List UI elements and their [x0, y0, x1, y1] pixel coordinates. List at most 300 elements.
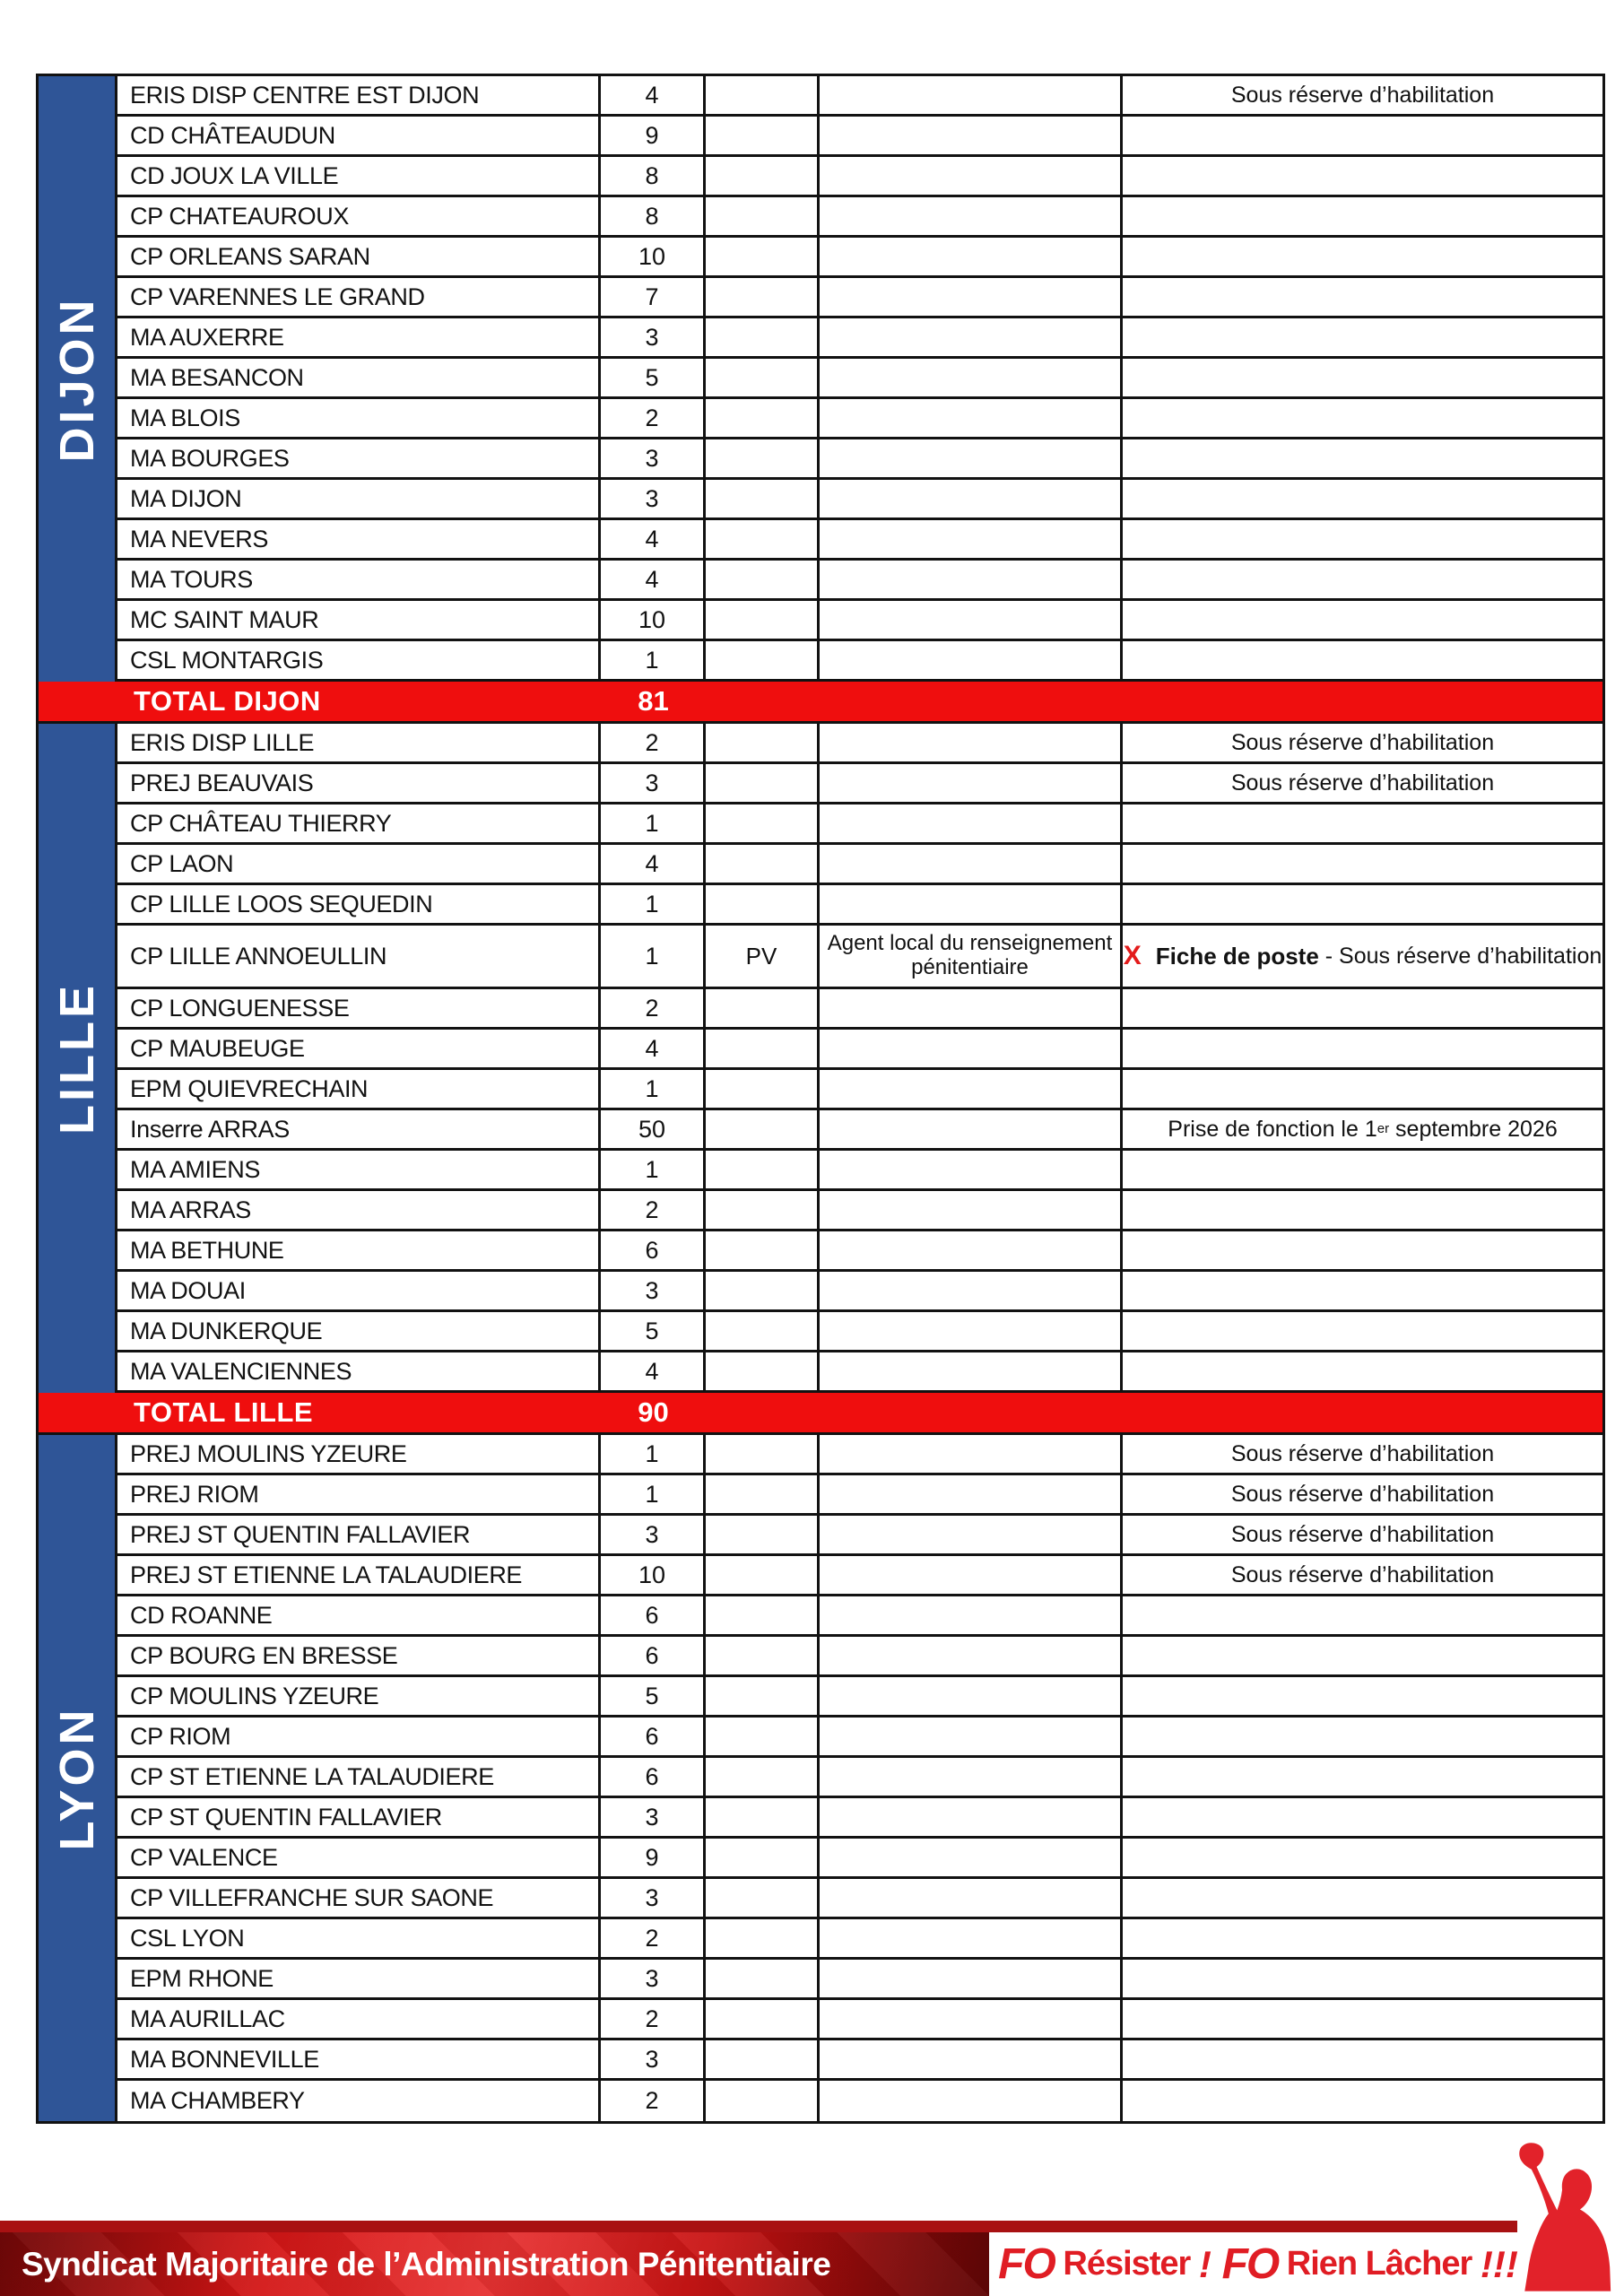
- note-fragment: Sous réserve d’habilitation: [1230, 82, 1495, 108]
- pv-cell: [706, 2000, 820, 2038]
- pv-cell: [706, 1191, 820, 1229]
- facility-name-cell: CP ST ETIENNE LA TALAUDIERE: [117, 1758, 601, 1796]
- agent-cell: [820, 1960, 1123, 1997]
- table-row: [117, 989, 1602, 1030]
- region-rows: [117, 1435, 1602, 2121]
- agent-cell: [820, 399, 1123, 437]
- note-cell: [1123, 2000, 1602, 2038]
- agent-cell: [820, 1352, 1123, 1390]
- agent-cell: [820, 318, 1123, 356]
- facility-name-cell: MA ARRAS: [117, 1191, 601, 1229]
- count-cell: 3: [601, 1960, 706, 1997]
- agent-cell: [820, 601, 1123, 639]
- facility-name-cell: CP LONGUENESSE: [117, 989, 601, 1027]
- count-cell: 6: [601, 1718, 706, 1755]
- count-cell: 2: [601, 2000, 706, 2038]
- fo-slogan: [989, 2232, 1527, 2296]
- pv-cell: [706, 1637, 820, 1674]
- agent-cell: [820, 520, 1123, 558]
- facility-name-cell: CSL MONTARGIS: [117, 641, 601, 679]
- syndicat-banner: [0, 2232, 989, 2296]
- facility-name-cell: MC SAINT MAUR: [117, 601, 601, 639]
- count-cell: 4: [601, 76, 706, 114]
- pv-cell: [706, 561, 820, 598]
- table-row: [117, 1960, 1602, 2000]
- note-cell: [1123, 1151, 1602, 1188]
- table-row: [117, 1191, 1602, 1231]
- table-row: [117, 1637, 1602, 1677]
- facility-name-cell: ERIS DISP CENTRE EST DIJON: [117, 76, 601, 114]
- note-cell: [1123, 1516, 1602, 1553]
- facility-name-cell: PREJ MOULINS YZEURE: [117, 1435, 601, 1473]
- fo-slogan-fragment: Résister: [1054, 2245, 1199, 2283]
- pv-cell: [706, 238, 820, 275]
- note-cell: [1123, 2040, 1602, 2078]
- region-section-lyon: [39, 1435, 1602, 2121]
- agent-cell: [820, 76, 1123, 114]
- count-cell: 4: [601, 845, 706, 883]
- facility-name-cell: MA DIJON: [117, 480, 601, 517]
- count-cell: 2: [601, 399, 706, 437]
- table-row: [117, 1596, 1602, 1637]
- note-cell: [1123, 278, 1602, 316]
- table-row: [117, 520, 1602, 561]
- footer-banner: [0, 2221, 1624, 2296]
- region-section-lille: [39, 724, 1602, 1393]
- agent-cell: [820, 561, 1123, 598]
- agent-cell: [820, 1030, 1123, 1067]
- pv-cell: [706, 359, 820, 396]
- pv-cell: [706, 1435, 820, 1473]
- note-cell: [1123, 641, 1602, 679]
- count-cell: 6: [601, 1637, 706, 1674]
- facility-name-cell: CP CHATEAUROUX: [117, 197, 601, 235]
- facility-name-cell: CP ST QUENTIN FALLAVIER: [117, 1798, 601, 1836]
- region-label: LYON: [49, 1705, 104, 1851]
- note-fragment: Prise de fonction le 1: [1168, 1116, 1377, 1142]
- fo-slogan-fragment: FO: [1221, 2240, 1279, 2288]
- table-row: [117, 2040, 1602, 2081]
- pv-cell: [706, 439, 820, 477]
- count-cell: 8: [601, 157, 706, 195]
- count-cell: 2: [601, 1191, 706, 1229]
- note-cell: [1123, 359, 1602, 396]
- pv-cell: [706, 117, 820, 154]
- table-row: [117, 1110, 1602, 1151]
- pv-cell: [706, 1677, 820, 1715]
- agent-cell: [820, 1677, 1123, 1715]
- facility-name-cell: MA BOURGES: [117, 439, 601, 477]
- table-row: [117, 117, 1602, 157]
- note-cell: [1123, 1839, 1602, 1876]
- agent-cell: [820, 2000, 1123, 2038]
- facility-name-cell: MA VALENCIENNES: [117, 1352, 601, 1390]
- table-row: [117, 1879, 1602, 1919]
- facility-name-cell: MA DOUAI: [117, 1272, 601, 1309]
- count-cell: 4: [601, 1030, 706, 1067]
- table-row: [117, 1798, 1602, 1839]
- agent-cell: [820, 764, 1123, 802]
- agent-cell: Agent local du renseignement pénitentiaire: [820, 926, 1123, 987]
- table-row: [117, 1839, 1602, 1879]
- pv-cell: [706, 318, 820, 356]
- note-cell: [1123, 561, 1602, 598]
- note-cell: [1123, 1272, 1602, 1309]
- facility-name-cell: CP ORLEANS SARAN: [117, 238, 601, 275]
- pv-cell: [706, 1758, 820, 1796]
- agent-cell: [820, 157, 1123, 195]
- count-cell: 5: [601, 359, 706, 396]
- count-cell: 1: [601, 1070, 706, 1108]
- total-label: TOTAL DIJON: [134, 685, 321, 717]
- syndicat-banner-text: Syndicat Majoritaire de l’Administration Pénitentiaire: [22, 2245, 831, 2283]
- note-fragment: Sous réserve d’habilitation: [1230, 1481, 1495, 1507]
- agent-cell: [820, 1596, 1123, 1634]
- facility-name-cell: CP RIOM: [117, 1718, 601, 1755]
- count-cell: 1: [601, 641, 706, 679]
- table-row: [117, 1758, 1602, 1798]
- pv-cell: [706, 1030, 820, 1067]
- pv-cell: [706, 520, 820, 558]
- agent-cell: [820, 1556, 1123, 1594]
- facility-name-cell: MA DUNKERQUE: [117, 1312, 601, 1350]
- count-cell: 3: [601, 480, 706, 517]
- region-label: DIJON: [49, 295, 104, 463]
- fo-slogan-fragment: !!!: [1480, 2242, 1518, 2285]
- pv-cell: [706, 1798, 820, 1836]
- note-cell: [1123, 1231, 1602, 1269]
- pv-cell: [706, 2081, 820, 2121]
- count-cell: 9: [601, 1839, 706, 1876]
- note-cell: [1123, 926, 1602, 987]
- agent-cell: [820, 1475, 1123, 1513]
- facility-name-cell: CP MAUBEUGE: [117, 1030, 601, 1067]
- facility-name-cell: CP CHÂTEAU THIERRY: [117, 804, 601, 842]
- agent-cell: [820, 724, 1123, 761]
- table-row: [117, 764, 1602, 804]
- facility-name-cell: PREJ ST ETIENNE LA TALAUDIERE: [117, 1556, 601, 1594]
- note-cell: [1123, 601, 1602, 639]
- pv-cell: [706, 1231, 820, 1269]
- agent-cell: [820, 641, 1123, 679]
- fo-slogan-fragment: !: [1198, 2242, 1222, 2285]
- table-row: [117, 197, 1602, 238]
- agent-cell: [820, 278, 1123, 316]
- table-row: [117, 238, 1602, 278]
- note-fragment: Sous réserve d’habilitation: [1230, 729, 1495, 755]
- total-label: TOTAL LILLE: [134, 1396, 314, 1428]
- note-cell: [1123, 1798, 1602, 1836]
- total-filler: [706, 682, 1602, 721]
- note-cell: [1123, 197, 1602, 235]
- table-row: [117, 926, 1602, 989]
- facility-name-cell: ERIS DISP LILLE: [117, 724, 601, 761]
- note-cell: [1123, 989, 1602, 1027]
- agent-cell: [820, 1435, 1123, 1473]
- agent-cell: [820, 845, 1123, 883]
- agent-cell: [820, 117, 1123, 154]
- table-row: [117, 2000, 1602, 2040]
- fo-slogan-fragment: Rien Lâcher: [1278, 2245, 1481, 2283]
- pv-cell: [706, 1919, 820, 1957]
- count-cell: 9: [601, 117, 706, 154]
- table-row: [117, 1030, 1602, 1070]
- agent-cell: [820, 1839, 1123, 1876]
- pv-cell: [706, 2040, 820, 2078]
- facility-name-cell: MA BLOIS: [117, 399, 601, 437]
- facility-name-cell: EPM RHONE: [117, 1960, 601, 1997]
- region-rows: [117, 724, 1602, 1393]
- facility-name-cell: MA BONNEVILLE: [117, 2040, 601, 2078]
- agent-cell: [820, 1110, 1123, 1148]
- facility-name-cell: CP VALENCE: [117, 1839, 601, 1876]
- agent-cell: [820, 1191, 1123, 1229]
- note-fragment: - Sous réserve d’habilitation: [1318, 943, 1602, 969]
- facility-name-cell: PREJ BEAUVAIS: [117, 764, 601, 802]
- note-fragment: Fiche de poste: [1155, 942, 1319, 970]
- agent-cell: [820, 1798, 1123, 1836]
- note-cell: [1123, 520, 1602, 558]
- facility-name-cell: CP VARENNES LE GRAND: [117, 278, 601, 316]
- pv-cell: [706, 278, 820, 316]
- agent-cell: [820, 238, 1123, 275]
- note-cell: [1123, 1677, 1602, 1715]
- region-sidebar-cell: [39, 1435, 117, 2121]
- table-row: [117, 318, 1602, 359]
- pv-cell: PV: [706, 926, 820, 987]
- facility-name-cell: CD JOUX LA VILLE: [117, 157, 601, 195]
- note-fragment: Sous réserve d’habilitation: [1230, 1561, 1495, 1587]
- facility-name-cell: CSL LYON: [117, 1919, 601, 1957]
- count-cell: 1: [601, 1435, 706, 1473]
- region-sidebar-cell: [39, 76, 117, 682]
- table-row: [117, 2081, 1602, 2121]
- pv-cell: [706, 724, 820, 761]
- note-cell: [1123, 480, 1602, 517]
- table-row: [117, 76, 1602, 117]
- fo-slogan-fragment: FO: [998, 2240, 1055, 2288]
- raised-fist-silhouette-icon: [1513, 2138, 1613, 2296]
- agent-cell: [820, 2081, 1123, 2121]
- note-cell: [1123, 885, 1602, 923]
- facility-name-cell: CP VILLEFRANCHE SUR SAONE: [117, 1879, 601, 1917]
- facility-name-cell: PREJ RIOM: [117, 1475, 601, 1513]
- facility-name-cell: MA CHAMBERY: [117, 2081, 601, 2121]
- facility-name-cell: CD CHÂTEAUDUN: [117, 117, 601, 154]
- agent-cell: [820, 1312, 1123, 1350]
- table-row: [117, 359, 1602, 399]
- count-cell: 2: [601, 989, 706, 1027]
- count-cell: 6: [601, 1596, 706, 1634]
- count-cell: 1: [601, 1151, 706, 1188]
- table-row: [117, 1435, 1602, 1475]
- note-fragment: septembre 2026: [1389, 1116, 1558, 1142]
- note-cell: [1123, 117, 1602, 154]
- total-row: [39, 1393, 1602, 1435]
- note-fragment: Sous réserve d’habilitation: [1230, 1521, 1495, 1547]
- count-cell: 8: [601, 197, 706, 235]
- assignments-table: [36, 74, 1605, 2124]
- table-row: [117, 1231, 1602, 1272]
- facility-name-cell: MA AMIENS: [117, 1151, 601, 1188]
- agent-cell: [820, 804, 1123, 842]
- count-cell: 2: [601, 1919, 706, 1957]
- pv-cell: [706, 601, 820, 639]
- count-cell: 5: [601, 1312, 706, 1350]
- count-cell: 7: [601, 278, 706, 316]
- pv-cell: [706, 1110, 820, 1148]
- note-cell: [1123, 1637, 1602, 1674]
- note-cell: [1123, 845, 1602, 883]
- note-cell: [1123, 2081, 1602, 2121]
- note-fragment: Sous réserve d’habilitation: [1230, 770, 1495, 796]
- facility-name-cell: MA BESANCON: [117, 359, 601, 396]
- count-cell: 1: [601, 1475, 706, 1513]
- pv-cell: [706, 197, 820, 235]
- note-cell: [1123, 1596, 1602, 1634]
- pv-cell: [706, 1960, 820, 1997]
- note-cell: [1123, 1718, 1602, 1755]
- facility-name-cell: EPM QUIEVRECHAIN: [117, 1070, 601, 1108]
- note-cell: [1123, 157, 1602, 195]
- agent-cell: [820, 1879, 1123, 1917]
- pv-cell: [706, 1718, 820, 1755]
- agent-cell: [820, 359, 1123, 396]
- note-cell: [1123, 1312, 1602, 1350]
- count-cell: 2: [601, 2081, 706, 2121]
- table-row: [117, 1070, 1602, 1110]
- pv-cell: [706, 1151, 820, 1188]
- count-cell: 1: [601, 926, 706, 987]
- agent-cell: [820, 1231, 1123, 1269]
- note-cell: [1123, 1435, 1602, 1473]
- total-value: 90: [638, 1396, 669, 1428]
- note-cell: [1123, 1556, 1602, 1594]
- pv-cell: [706, 76, 820, 114]
- count-cell: 3: [601, 1516, 706, 1553]
- total-value: 81: [638, 685, 669, 717]
- region-section-dijon: [39, 76, 1602, 682]
- agent-cell: [820, 1637, 1123, 1674]
- note-cell: [1123, 1030, 1602, 1067]
- facility-name-cell: CP LILLE LOOS SEQUEDIN: [117, 885, 601, 923]
- note-cell: [1123, 724, 1602, 761]
- region-label: LILLE: [49, 982, 104, 1135]
- agent-cell: [820, 1070, 1123, 1108]
- pv-cell: [706, 399, 820, 437]
- agent-cell: [820, 197, 1123, 235]
- table-row: [117, 278, 1602, 318]
- region-sidebar-cell: [39, 724, 117, 1393]
- note-cell: [1123, 1960, 1602, 1997]
- table-row: [117, 804, 1602, 845]
- pv-cell: [706, 1352, 820, 1390]
- table-row: [117, 641, 1602, 682]
- note-cell: [1123, 76, 1602, 114]
- note-cell: [1123, 1758, 1602, 1796]
- agent-cell: [820, 480, 1123, 517]
- agent-cell: [820, 989, 1123, 1027]
- note-fragment: X: [1123, 941, 1142, 970]
- table-row: [117, 399, 1602, 439]
- agent-cell: [820, 1151, 1123, 1188]
- note-cell: [1123, 804, 1602, 842]
- facility-name-cell: MA AURILLAC: [117, 2000, 601, 2038]
- note-cell: [1123, 238, 1602, 275]
- pv-cell: [706, 804, 820, 842]
- pv-cell: [706, 1272, 820, 1309]
- facility-name-cell: Inserre ARRAS: [117, 1110, 601, 1148]
- facility-name-cell: CD ROANNE: [117, 1596, 601, 1634]
- note-cell: Prise de fonction le 1 er septembre 2026: [1168, 1116, 1558, 1142]
- agent-cell: [820, 1272, 1123, 1309]
- pv-cell: [706, 1475, 820, 1513]
- table-row: [117, 480, 1602, 520]
- count-cell: 5: [601, 1677, 706, 1715]
- note-cell: [1123, 439, 1602, 477]
- note-cell: [1123, 1191, 1602, 1229]
- agent-cell: [820, 1758, 1123, 1796]
- count-cell: 4: [601, 561, 706, 598]
- pv-cell: [706, 1070, 820, 1108]
- pv-cell: [706, 1596, 820, 1634]
- note-cell: [1123, 1352, 1602, 1390]
- count-cell: 3: [601, 1879, 706, 1917]
- agent-cell: [820, 439, 1123, 477]
- table-row: [117, 1272, 1602, 1312]
- table-row: [117, 1516, 1602, 1556]
- count-cell: 4: [601, 520, 706, 558]
- pv-cell: [706, 885, 820, 923]
- table-row: [117, 1919, 1602, 1960]
- count-cell: 6: [601, 1758, 706, 1796]
- pv-cell: [706, 1839, 820, 1876]
- facility-name-cell: PREJ ST QUENTIN FALLAVIER: [117, 1516, 601, 1553]
- pv-cell: [706, 989, 820, 1027]
- count-cell: 2: [601, 724, 706, 761]
- count-cell: 10: [601, 238, 706, 275]
- facility-name-cell: CP BOURG EN BRESSE: [117, 1637, 601, 1674]
- facility-name-cell: MA AUXERRE: [117, 318, 601, 356]
- table-row: [117, 1151, 1602, 1191]
- table-row: [117, 601, 1602, 641]
- note-cell: [1123, 1919, 1602, 1957]
- note-cell: [1123, 1879, 1602, 1917]
- note-cell: [1123, 318, 1602, 356]
- count-cell: 10: [601, 601, 706, 639]
- pv-cell: [706, 845, 820, 883]
- pv-cell: [706, 641, 820, 679]
- pv-cell: [706, 480, 820, 517]
- note-cell: [1123, 764, 1602, 802]
- table-row: [117, 1352, 1602, 1393]
- region-rows: [117, 76, 1602, 682]
- count-cell: 3: [601, 2040, 706, 2078]
- table-row: [117, 157, 1602, 197]
- count-cell: 3: [601, 1272, 706, 1309]
- agent-cell: [820, 1919, 1123, 1957]
- count-cell: 6: [601, 1231, 706, 1269]
- note-fragment: Sous réserve d’habilitation: [1230, 1440, 1495, 1466]
- table-row: [117, 561, 1602, 601]
- count-cell: 10: [601, 1556, 706, 1594]
- note-cell: [1123, 1475, 1602, 1513]
- agent-cell: [820, 2040, 1123, 2078]
- table-row: [117, 1677, 1602, 1718]
- count-cell: 50: [601, 1110, 706, 1148]
- table-row: [117, 724, 1602, 764]
- pv-cell: [706, 1879, 820, 1917]
